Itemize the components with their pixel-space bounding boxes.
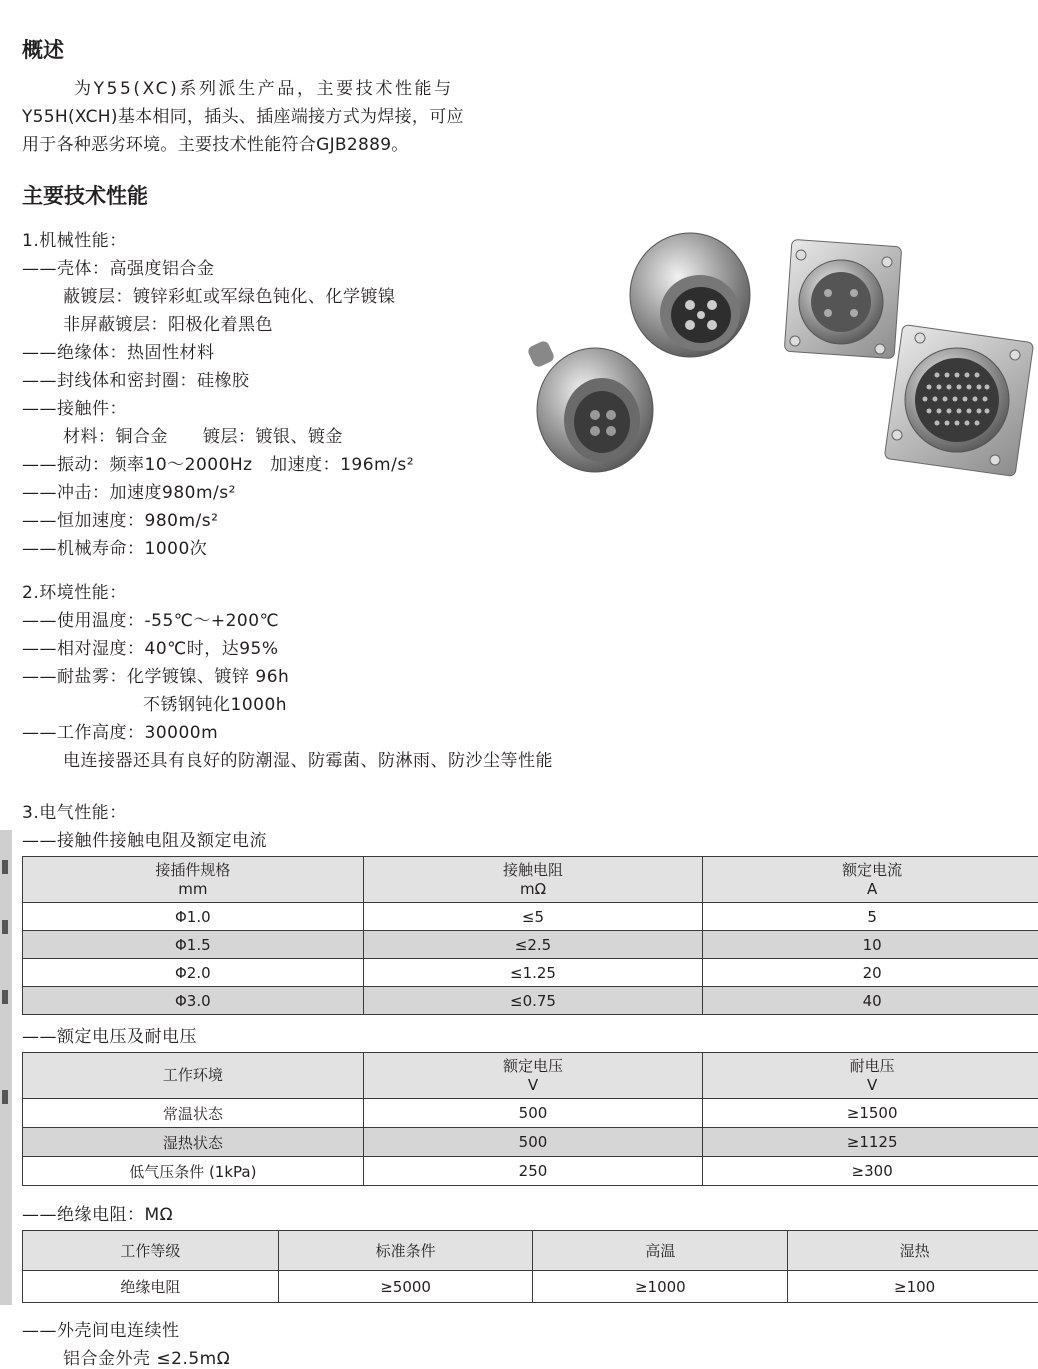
mech-line: ——振动：频率10～2000Hz 加速度：196m/s² [22, 450, 414, 475]
table-cell: ≥1125 [703, 1128, 1038, 1157]
header-cell: 耐电压 V [703, 1053, 1038, 1099]
table-cell: 250 [363, 1157, 703, 1186]
table-cell: 湿热状态 [23, 1128, 364, 1157]
overview-title: 概述 [22, 34, 64, 64]
mechanical-heading: 1.机械性能： [22, 226, 127, 251]
table-cell: ≥1000 [533, 1271, 788, 1303]
contact-table [22, 856, 1038, 1015]
table-cell: 常温状态 [23, 1099, 364, 1128]
contact-table-caption: ——接触件接触电阻及额定电流 [22, 826, 267, 851]
header-cell: 湿热 [788, 1231, 1038, 1271]
table-cell: 500 [363, 1099, 703, 1128]
table-cell: ≥1500 [703, 1099, 1038, 1128]
env-line: ——耐盐雾：化学镀镍、镀锌 96h [22, 662, 289, 687]
env-line: ——相对湿度：40℃时，达95% [22, 634, 279, 659]
receptacle-connector-image [630, 233, 750, 357]
mech-line: ——冲击：加速度980m/s² [22, 478, 236, 503]
table-cell: ≤5 [363, 903, 703, 931]
overview-line-1: 为Y55(XC)系列派生产品，主要技术性能与 [22, 75, 542, 103]
header-cell: 接触电阻 mΩ [363, 857, 703, 903]
env-line: 电连接器还具有良好的防潮湿、防霉菌、防淋雨、防沙尘等性能 [63, 746, 553, 771]
env-line: ——使用温度：-55℃～+200℃ [22, 606, 279, 631]
table-cell: ≥300 [703, 1157, 1038, 1186]
table-cell: 20 [703, 959, 1038, 987]
table-row [23, 959, 1038, 987]
table-cell: Φ1.5 [23, 931, 364, 959]
header-cell: 接插件规格 mm [23, 857, 364, 903]
header-cell: 额定电压 V [363, 1053, 703, 1099]
mech-line: ——壳体：高强度铝合金 [22, 254, 215, 279]
table-cell: 10 [703, 931, 1038, 959]
mech-line: ——绝缘体：热固性材料 [22, 338, 215, 363]
table-cell: ≤0.75 [363, 987, 703, 1015]
voltage-table [22, 1052, 1038, 1186]
overview-text [22, 75, 542, 159]
header-cell: 标准条件 [278, 1231, 533, 1271]
table-header-row [23, 857, 1038, 903]
table-cell: ≤2.5 [363, 931, 703, 959]
table-cell: Φ2.0 [23, 959, 364, 987]
plug-connector-image [526, 339, 653, 472]
table-row [23, 1128, 1038, 1157]
overview-line-3: 用于各种恶劣环境。主要技术性能符合GJB2889。 [22, 131, 542, 159]
table-header-row [23, 1053, 1038, 1099]
mech-line: 蔽镀层：镀锌彩虹或军绿色钝化、化学镀镍 [63, 282, 396, 307]
flange-receptacle-image [784, 239, 902, 358]
table-row [23, 987, 1038, 1015]
table-cell: 低气压条件 (1kPa) [23, 1157, 364, 1186]
table-cell: ≤1.25 [363, 959, 703, 987]
shell-continuity-caption: ——外壳间电连续性 [22, 1316, 180, 1341]
table-row [23, 1099, 1038, 1128]
header-cell: 工作环境 [23, 1053, 364, 1099]
connector-photo-group [525, 225, 1038, 480]
table-cell: ≥100 [788, 1271, 1038, 1303]
overview-line-2: Y55H(XCH)基本相同，插头、插座端接方式为焊接，可应 [22, 103, 542, 131]
table-row [23, 1157, 1038, 1186]
header-cell: 工作等级 [23, 1231, 279, 1271]
edge-tab [0, 830, 12, 1305]
mech-line: 材料：铜合金 镀层：镀银、镀金 [63, 422, 343, 447]
environmental-heading: 2.环境性能： [22, 578, 127, 603]
table-cell: 500 [363, 1128, 703, 1157]
mech-line: 非屏蔽镀层：阳极化着黑色 [63, 310, 273, 335]
table-cell: 绝缘电阻 [23, 1271, 279, 1303]
mech-line: ——恒加速度：980m/s² [22, 506, 218, 531]
table-cell: 5 [703, 903, 1038, 931]
insulation-table [22, 1230, 1038, 1303]
table-row [23, 903, 1038, 931]
mech-line: ——接触件： [22, 394, 127, 419]
multipin-receptacle-image [884, 324, 1034, 476]
table-cell: Φ3.0 [23, 987, 364, 1015]
table-header-row [23, 1231, 1038, 1271]
mech-line: ——机械寿命：1000次 [22, 534, 207, 559]
env-line: 不锈钢钝化1000h [143, 690, 287, 715]
header-cell: 额定电流 A [703, 857, 1038, 903]
insulation-table-caption: ——绝缘电阻：MΩ [22, 1200, 173, 1225]
table-row [23, 1271, 1038, 1303]
mech-line: ——封线体和密封圈：硅橡胶 [22, 366, 250, 391]
table-cell: 40 [703, 987, 1038, 1015]
table-row [23, 931, 1038, 959]
table-cell: ≥5000 [278, 1271, 533, 1303]
table-cell: Φ1.0 [23, 903, 364, 931]
env-line: ——工作高度：30000m [22, 718, 218, 743]
shell-continuity-value: 铝合金外壳 ≤2.5mΩ [63, 1344, 230, 1369]
electrical-heading: 3.电气性能： [22, 798, 127, 823]
voltage-table-caption: ——额定电压及耐电压 [22, 1022, 197, 1047]
header-cell: 高温 [533, 1231, 788, 1271]
main-perf-title: 主要技术性能 [22, 180, 148, 210]
